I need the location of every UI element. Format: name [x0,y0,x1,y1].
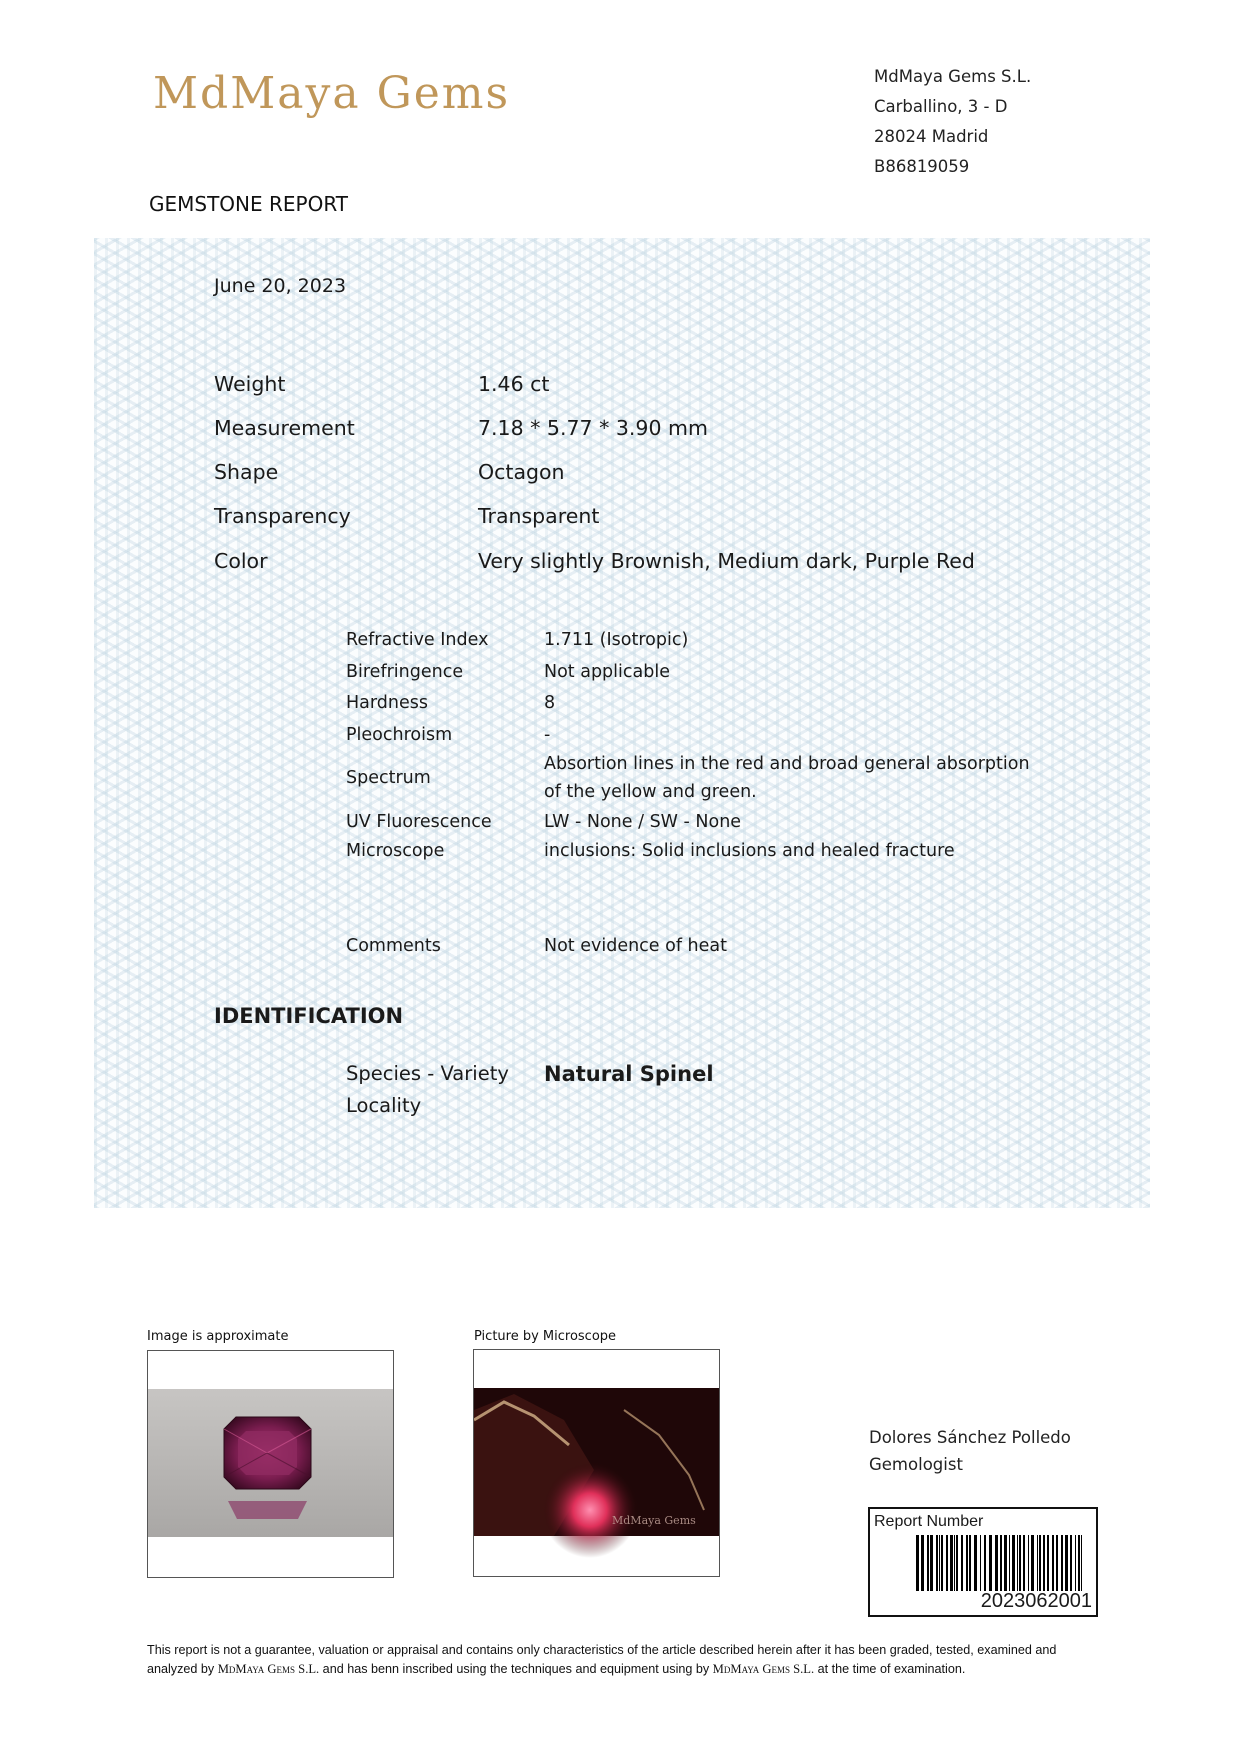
barcode-bar [1017,1535,1018,1591]
barcode-bar [941,1535,943,1591]
barcode-bar [1039,1535,1041,1591]
species-label: Species - Variety [346,1062,509,1085]
identification-title: IDENTIFICATION [214,1004,404,1028]
disclaimer-part2: and has benn inscribed using the techniques and equipment using by [319,1662,713,1676]
property-label: Measurement [214,416,355,440]
test-value: - [544,725,551,745]
barcode-bar [1037,1535,1038,1591]
comments-label: Comments [346,936,441,956]
test-label: UV Fluorescence [346,812,492,832]
test-value: 1.711 (Isotropic) [544,630,689,650]
test-value-line1: Absortion lines in the red and broad general absorption [544,754,1030,774]
test-value-line2: of the yellow and green. [544,782,757,802]
barcode-bar [921,1535,924,1591]
gemologist-name: Dolores Sánchez Polledo [869,1428,1071,1447]
property-value: Octagon [478,460,565,484]
barcode [916,1535,1086,1591]
company-address [874,62,1031,182]
test-value: 8 [544,693,556,713]
gemologist-block [869,1424,1071,1478]
property-value: Transparent [478,504,600,528]
barcode-bar [927,1535,929,1591]
barcode-bar [1043,1535,1045,1591]
barcode-bar [989,1535,992,1591]
barcode-bar [1031,1535,1034,1591]
disclaimer-part1: This report is not a guarantee, valuation or appraisal and contains only characteristics of the article described herein after it has been graded, tested, examined and analyzed by [147,1643,1057,1676]
company-street: Carballino, 3 - D [874,97,1008,116]
barcode-bar [974,1535,977,1591]
barcode-bar [1000,1535,1002,1591]
report-date: June 20, 2023 [214,275,347,297]
barcode-bar [1047,1535,1049,1591]
property-value: 1.46 ct [478,372,550,396]
barcode-bar [1009,1535,1010,1591]
barcode-bar [930,1535,933,1591]
test-label: Spectrum [346,768,431,788]
barcode-bar [980,1535,981,1591]
barcode-bar [969,1535,971,1591]
barcode-bar [936,1535,938,1591]
barcode-bar [1019,1535,1021,1591]
gem-image-frame [147,1350,394,1578]
barcode-bar [956,1535,958,1591]
test-label: Refractive Index [346,630,489,650]
property-label: Shape [214,460,279,484]
barcode-bar [916,1535,919,1591]
report-title: GEMSTONE REPORT [149,192,348,216]
microscope-photo [474,1350,719,1576]
barcode-bar [1070,1535,1072,1591]
barcode-bar [939,1535,940,1591]
species-value: Natural Spinel [544,1062,714,1086]
barcode-bar [1052,1535,1054,1591]
gemologist-title: Gemologist [869,1455,963,1474]
microscope-watermark: MdMaya Gems [612,1514,696,1527]
gem-photo [148,1351,393,1577]
barcode-bar [1065,1535,1068,1591]
brand-logo: MdMaya Gems [153,68,511,119]
gem-image-caption: Image is approximate [147,1329,289,1344]
property-value: Very slightly Brownish, Medium dark, Purple Red [478,549,975,573]
disclaimer-company2: MdMaya Gems S.L. [712,1662,815,1676]
company-city: 28024 Madrid [874,127,989,146]
property-label: Color [214,549,268,573]
barcode-bar [946,1535,948,1591]
microscope-image-frame [473,1349,720,1577]
barcode-bar [1056,1535,1058,1591]
barcode-bar [1012,1535,1015,1591]
test-value: Not applicable [544,662,670,682]
property-value: 7.18 * 5.77 * 3.90 mm [478,416,708,440]
test-label: Microscope [346,841,445,861]
comments-value: Not evidence of heat [544,936,727,956]
company-name: MdMaya Gems S.L. [874,67,1032,86]
property-label: Weight [214,372,286,396]
locality-label: Locality [346,1094,422,1117]
barcode-bar [1078,1535,1080,1591]
barcode-bar [1075,1535,1076,1591]
report-number-label: Report Number [874,1513,984,1530]
microscope-caption: Picture by Microscope [474,1329,617,1344]
barcode-bar [966,1535,968,1591]
barcode-bar [1061,1535,1063,1591]
disclaimer-part3: at the time of examination. [814,1662,966,1676]
test-value: inclusions: Solid inclusions and healed fracture [544,841,955,861]
barcode-bar [995,1535,998,1591]
report-number-value: 2023062001 [980,1590,1092,1612]
company-tax-id: B86819059 [874,157,970,176]
barcode-bar [1004,1535,1007,1591]
test-label: Pleochroism [346,725,453,745]
barcode-bar [954,1535,955,1591]
disclaimer-company1: MdMaya Gems S.L. [217,1662,320,1676]
disclaimer [147,1641,1093,1679]
barcode-bar [961,1535,963,1591]
report-number-box [868,1507,1098,1617]
property-label: Transparency [214,504,351,528]
barcode-bar [1081,1535,1082,1591]
test-label: Hardness [346,693,428,713]
barcode-bar [1028,1535,1029,1591]
test-value: LW - None / SW - None [544,812,742,832]
test-label: Birefringence [346,662,464,682]
barcode-bar [950,1535,953,1591]
barcode-bar [1023,1535,1025,1591]
barcode-bar [984,1535,986,1591]
